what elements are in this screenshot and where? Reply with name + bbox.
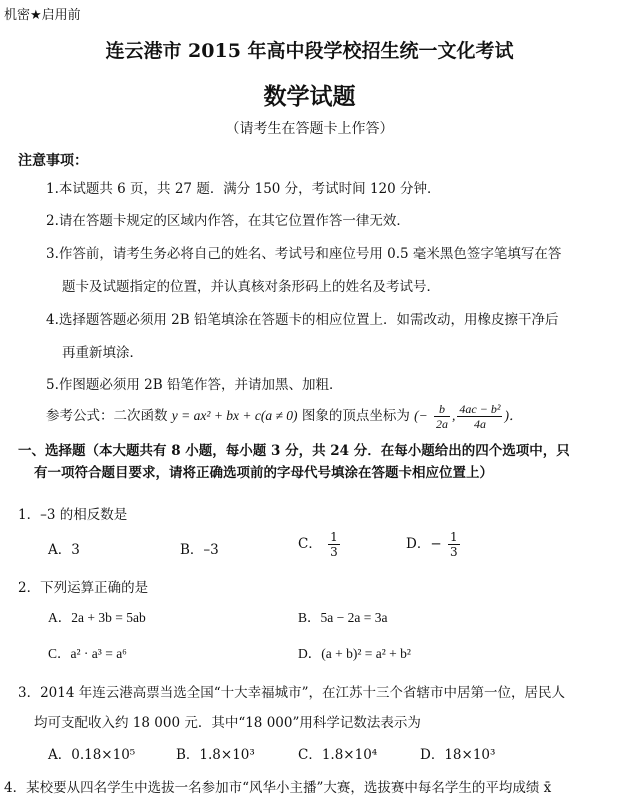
q3-option-a: A．0.18×10⁵ [48, 747, 136, 763]
q1-d-den: 3 [449, 545, 458, 559]
formula-comma: , [452, 408, 456, 423]
secret-label: 机密★启用前 [4, 8, 81, 23]
q1-option-d [406, 530, 462, 559]
q3-stem-cont: 均可支配收入约 18 000 元．其中“18 000”用科学记数法表示为 [34, 715, 421, 731]
q2-stem: 2．下列运算正确的是 [18, 580, 149, 596]
q3-option-d: D．18×10³ [420, 747, 496, 763]
q3-option-b: B．1.8×10³ [176, 747, 255, 763]
reference-formula [46, 402, 522, 431]
q2-option-a: A．2a + 3b = 5ab [48, 610, 146, 625]
frac1-denominator: 2a [436, 417, 449, 431]
q2-option-b: B．5a − 2a = 3a [298, 610, 388, 625]
vertex-x-fraction [434, 402, 450, 431]
section1-line2: 有一项符合题目要求，请将正确选项前的字母代号填涂在答题卡相应位置上） [34, 465, 493, 481]
vertex-y-fraction [457, 402, 502, 431]
q2-option-d: D．(a + b)² = a² + b² [298, 646, 411, 661]
q1-d-label: D．− [406, 536, 442, 552]
notice-item-3-cont: 题卡及试题指定的位置，并认真核对条形码上的姓名及考试号． [62, 279, 440, 295]
q1-d-num: 1 [449, 530, 458, 544]
formula-open: (− [414, 408, 428, 423]
formula-close: )． [504, 408, 523, 423]
q1-option-b: B．–3 [180, 542, 219, 558]
q3-stem: 3．2014 年连云港高票当选全国“十大幸福城市”，在江苏十三个省辖市中居第一位，居民人 [18, 685, 566, 701]
formula-mid: 图象的顶点坐标为 [301, 408, 410, 424]
answer-hint: （请考生在答题卡上作答） [225, 121, 394, 137]
q1-stem: 1．–3 的相反数是 [18, 507, 128, 523]
q1-c-fraction [328, 530, 340, 559]
q1-d-fraction [448, 530, 460, 559]
notice-item-1: 1.本试题共 6 页，共 27 题．满分 150 分，考试时间 120 分钟． [46, 181, 441, 197]
section1-line1: 一、选择题（本大题共有 8 小题，每小题 3 分，共 24 分．在每小题给出的四个选项中，只 [18, 443, 570, 459]
notice-item-2: 2.请在答题卡规定的区域内作答，在其它位置作答一律无效． [46, 213, 410, 229]
notice-item-3: 3.作答前，请考生务必将自己的姓名、考试号和座位号用 0.5 毫米黑色签字笔填写在答 [46, 246, 562, 262]
q1-c-den: 3 [330, 545, 338, 559]
exam-title: 连云港市 2015 年高中段学校招生统一文化考试 [105, 40, 514, 62]
frac2-denominator: 4a [473, 417, 486, 431]
frac1-numerator: b [434, 402, 450, 417]
notice-item-5: 5.作图题必须用 2B 铅笔作答，并请加黑、加粗． [46, 377, 343, 393]
frac2-numerator: 4ac − b² [459, 402, 501, 416]
q1-c-num: 1 [330, 530, 338, 544]
q3-option-c: C．1.8×10⁴ [298, 747, 378, 763]
formula-function: y = ax² + bx + c(a ≠ 0) [171, 408, 298, 423]
notice-item-4: 4.选择题答题必须用 2B 铅笔填涂在答题卡的相应位置上．如需改动，用橡皮擦干净后 [46, 312, 559, 328]
q2-option-c: C．a² · a³ = a⁶ [48, 646, 127, 661]
q1-option-a: A．3 [48, 542, 80, 558]
notice-heading: 注意事项： [18, 153, 88, 169]
subject-title: 数学试题 [263, 84, 356, 110]
notice-item-4-cont: 再重新填涂． [62, 345, 143, 361]
q1-option-c [298, 530, 342, 559]
formula-prefix: 参考公式：二次函数 [46, 408, 168, 424]
q4-stem: 4．某校要从四名学生中选拔一名参加市“风华小主播”大赛，选拔赛中每名学生的平均成绩 x̄ [4, 780, 552, 796]
q1-c-label: C． [298, 536, 322, 552]
section1-heading [18, 440, 608, 484]
